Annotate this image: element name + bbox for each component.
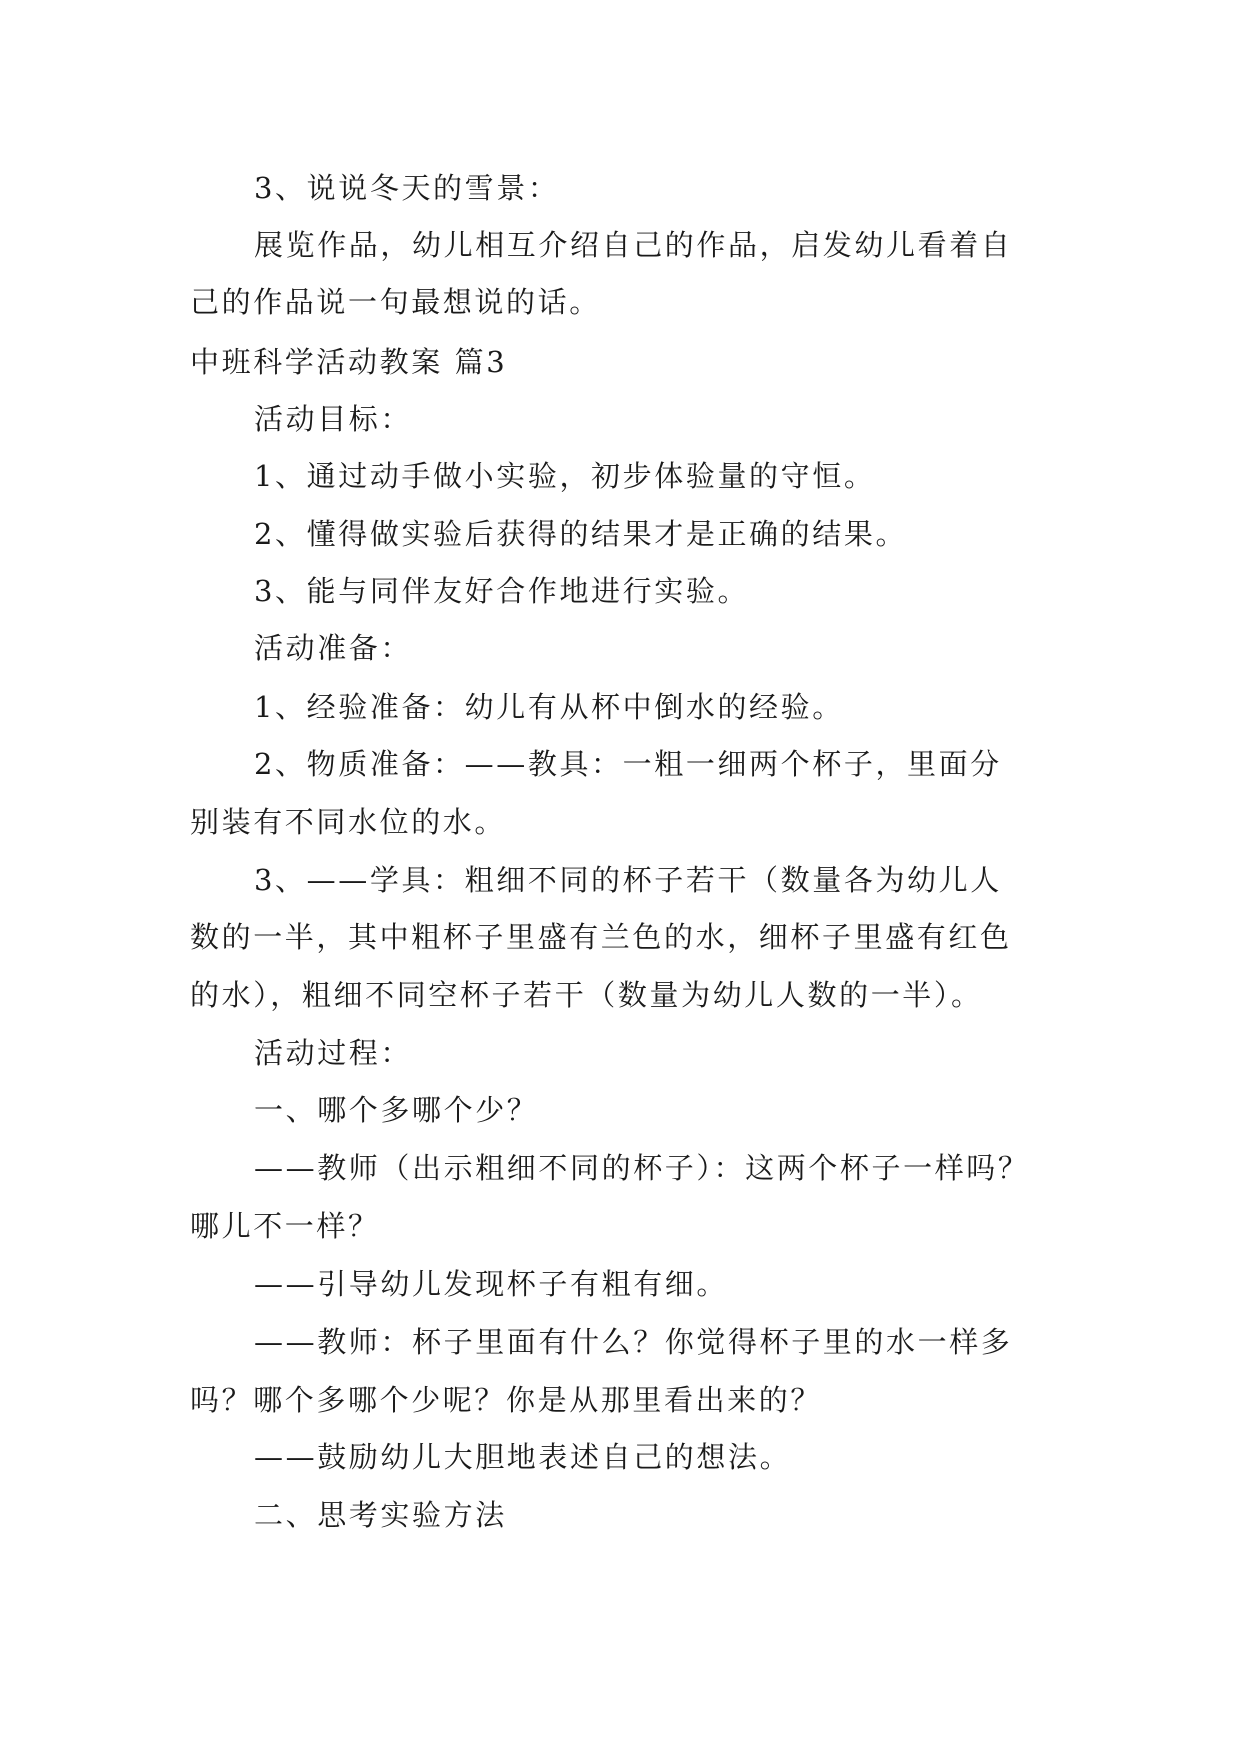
text-line: 数的一半，其中粗杯子里盛有兰色的水，细杯子里盛有红色 xyxy=(190,920,1012,954)
text-line: 二、思考实验方法 xyxy=(254,1498,507,1532)
section-heading: 中班科学活动教案 篇3 xyxy=(190,345,508,379)
text-line: 活动目标： xyxy=(254,402,413,436)
text-line: 展览作品，幼儿相互介绍自己的作品，启发幼儿看着自 xyxy=(254,228,1013,262)
text-line: ——教师（出示粗细不同的杯子）：这两个杯子一样吗？ xyxy=(254,1151,1030,1185)
text-line: 1、通过动手做小实验，初步体验量的守恒。 xyxy=(254,459,876,493)
text-line: 的水），粗细不同空杯子若干（数量为幼儿人数的一半）。 xyxy=(190,978,983,1012)
text-line: 别装有不同水位的水。 xyxy=(190,805,507,839)
text-line: ——鼓励幼儿大胆地表述自己的想法。 xyxy=(254,1440,792,1474)
text-line: 2、懂得做实验后获得的结果才是正确的结果。 xyxy=(254,517,908,551)
text-line: 吗？哪个多哪个少呢？你是从那里看出来的？ xyxy=(190,1383,823,1417)
text-line: 1、经验准备：幼儿有从杯中倒水的经验。 xyxy=(254,690,844,724)
text-line: 己的作品说一句最想说的话。 xyxy=(190,285,601,319)
text-line: 一、哪个多哪个少？ xyxy=(254,1093,539,1127)
text-line: 3、——学具：粗细不同的杯子若干（数量各为幼儿人 xyxy=(254,863,1002,897)
text-line: 2、物质准备：——教具：一粗一细两个杯子，里面分 xyxy=(254,747,1002,781)
text-line: 3、能与同伴友好合作地进行实验。 xyxy=(254,574,750,608)
text-line: ——教师：杯子里面有什么？你觉得杯子里的水一样多 xyxy=(254,1325,1013,1359)
text-line: 3、说说冬天的雪景： xyxy=(254,171,560,205)
text-line: 活动准备： xyxy=(254,631,413,665)
text-line: 活动过程： xyxy=(254,1036,413,1070)
text-line: ——引导幼儿发现杯子有粗有细。 xyxy=(254,1267,729,1301)
text-line: 哪儿不一样？ xyxy=(190,1209,380,1243)
